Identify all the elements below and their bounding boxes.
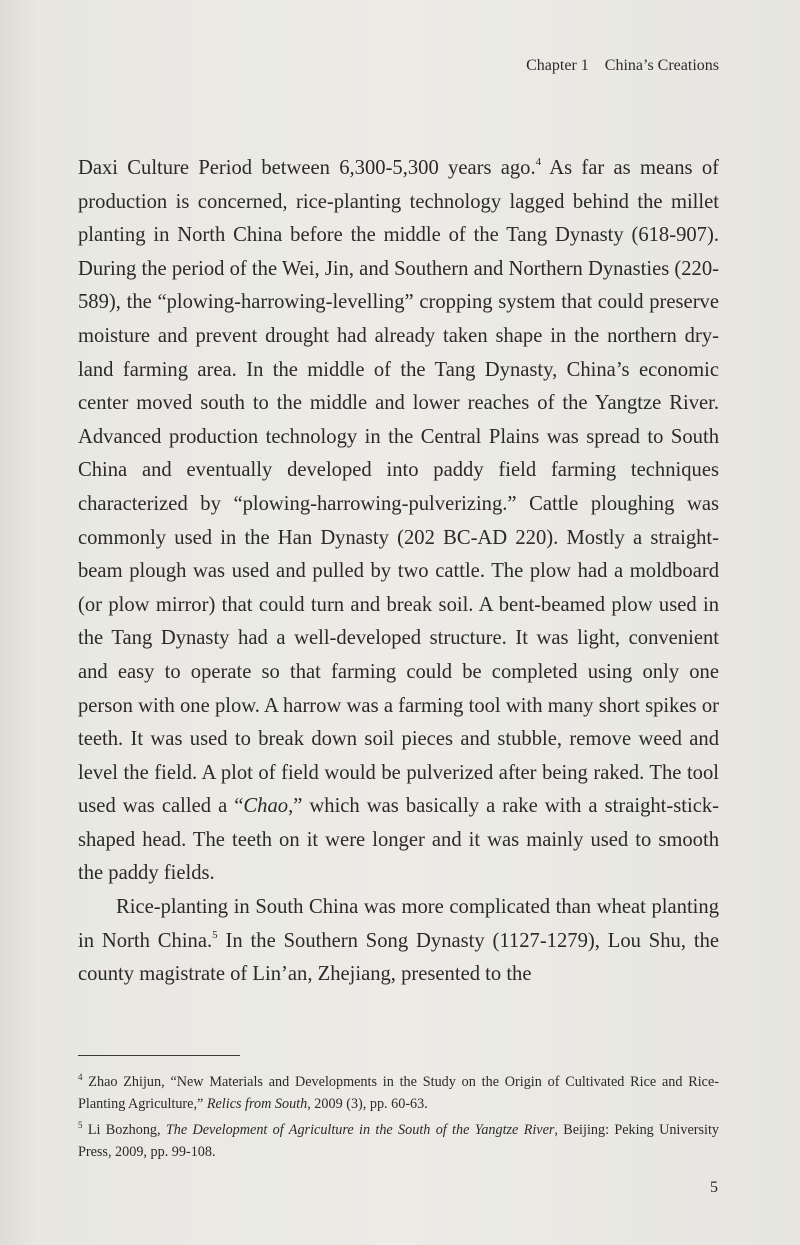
paragraph-2-text-b: In the Southern Song Dynasty (1127-1279), Lou Shu, the county magistrate of Lin’an, Zhejiang, presented to the bbox=[78, 929, 720, 986]
footnotes bbox=[78, 1071, 719, 1167]
footnote-number: 4 bbox=[78, 1072, 83, 1082]
footnote-text: Li Bozhong, bbox=[82, 1122, 166, 1138]
paragraph-1-text-b: As far as means of production is concerned, rice-planting technology lagged behind the millet planting in North China before the middle of the Tang Dynasty (618-907). During the period of the Wei, Jin, and Southern and Northern Dynasties (220-589), the “plowing-harrowing-levelling” cropping system that could preserve moisture and prevent drought had already taken shape in the northern dry-land farming area. In the middle of the Tang Dynasty, China’s economic center moved south to the middle and lower reaches of the Yangtze River. Advanced production technology in the Central Plains was spread to South China and eventually developed into paddy field farming techniques characterized by “plowing-harrowing-pulverizing.” Cattle ploughing was commonly used in the Han Dynasty (202 BC-AD 220). Mostly a straight-beam plough was used and pulled by two cattle. The plow had a moldboard (or plow mirror) that could turn and break soil. A bent-beamed plow used in the Tang Dynasty had a well-developed structure. It was light, convenient and easy to operate so that farming could be completed using only one person with one plow. A harrow was a farming tool with many short spikes or teeth. It was used to break down soil pieces and stubble, remove weed and level the field. A plot of field would be pulverized after being raked. The tool used was called a “ bbox=[78, 157, 719, 818]
footnote-ref-4: 4 bbox=[535, 156, 542, 168]
footnote-ref-5: 5 bbox=[212, 928, 218, 941]
footnote-divider bbox=[78, 1055, 240, 1056]
footnote-number: 5 bbox=[78, 1120, 83, 1130]
paragraph-2 bbox=[78, 891, 719, 992]
footnote-5 bbox=[78, 1119, 719, 1163]
paragraph-1-text-c: ,” which was basically a rake with a straight-stick-shaped head. The teeth on it were longer and it was mainly used to smooth the paddy fields. bbox=[78, 795, 719, 885]
page-number: 5 bbox=[710, 1179, 718, 1196]
running-head bbox=[526, 57, 719, 75]
paragraph-1 bbox=[78, 152, 719, 891]
footnote-source-title: The Development of Agriculture in the South of the Yangtze River bbox=[165, 1122, 555, 1138]
paragraph-2-text-a: Rice-planting in South China was more complicated than wheat planting in North China. bbox=[78, 896, 719, 952]
footnote-source-title: Relics from South bbox=[206, 1096, 308, 1112]
chapter-number: Chapter 1 bbox=[526, 57, 589, 74]
chapter-title: China’s Creations bbox=[604, 57, 719, 74]
footnote-4 bbox=[78, 1071, 719, 1115]
footnote-text: , Beijing: Peking University Press, 2009, pp. 99-108. bbox=[78, 1122, 719, 1160]
footnote-text: , 2009 (3), pp. 60-63. bbox=[307, 1096, 428, 1112]
footnote-text: Zhao Zhijun, “New Materials and Developments in the Study on the Origin of Cultivated Rice and Rice-Planting Agriculture,” bbox=[78, 1074, 719, 1112]
paragraph-1-text-a: Daxi Culture Period between 6,300-5,300 years ago. bbox=[78, 157, 536, 179]
chao-term: Chao bbox=[243, 795, 289, 818]
body-text bbox=[78, 152, 719, 992]
